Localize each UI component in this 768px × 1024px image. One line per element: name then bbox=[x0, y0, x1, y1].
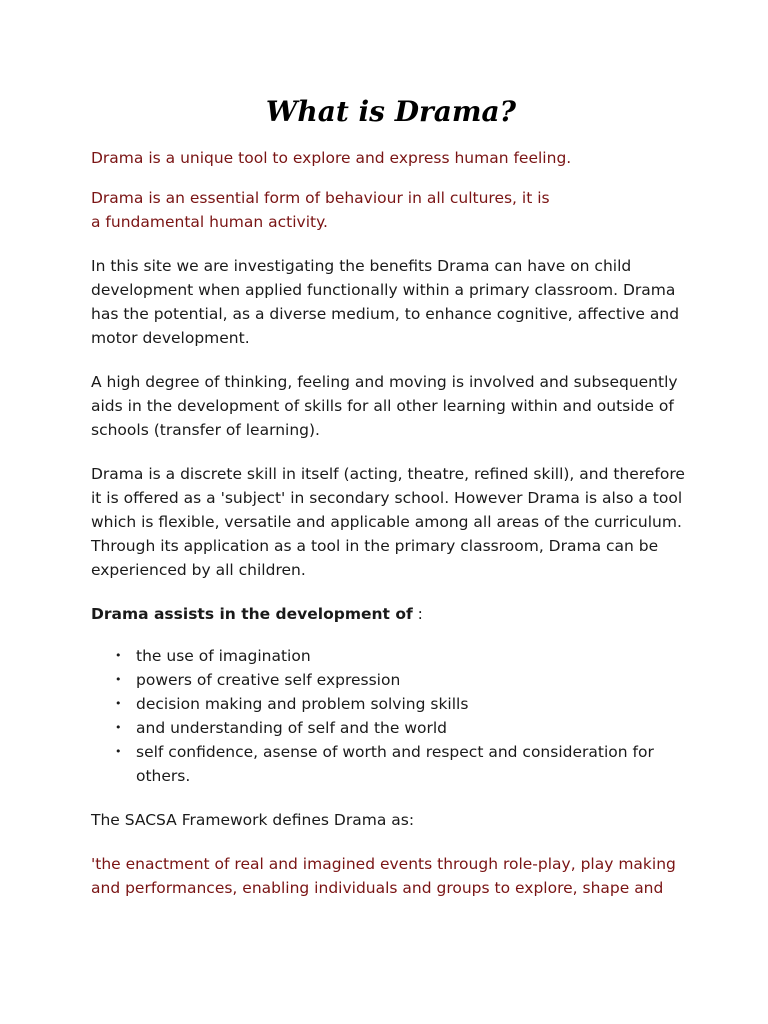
intro-paragraph-2-line-1: Drama is an essential form of behaviour in all cultures, it is bbox=[91, 189, 550, 207]
intro-paragraph-2 bbox=[91, 186, 691, 234]
assists-heading bbox=[91, 602, 691, 626]
sacsa-intro: The SACSA Framework defines Drama as: bbox=[91, 811, 415, 829]
development-list bbox=[91, 644, 691, 788]
page-title: What is Drama? bbox=[265, 95, 517, 128]
intro-paragraph-2-line-2: a fundamental human activity. bbox=[91, 213, 328, 231]
list-item: • powers of creative self expression bbox=[136, 668, 691, 692]
list-item: • decision making and problem solving skills bbox=[136, 692, 691, 716]
sacsa-quote: 'the enactment of real and imagined events through role-play, play making and performances, enabling individuals and groups to explore, shape and bbox=[91, 855, 676, 897]
body-paragraph-discrete-skill: Drama is a discrete skill in itself (acting, theatre, refined skill), and therefore it is offered as a 'subject' in secondary school. However Drama is also a tool which is flexible, versatile and applicable among all areas of the curriculum. Through its application as a tool in the primary classroom, Drama can be experienced by all children. bbox=[91, 465, 685, 579]
intro-paragraph-1: Drama is a unique tool to explore and express human feeling. bbox=[91, 149, 572, 167]
body-paragraph-thinking: A high degree of thinking, feeling and moving is involved and subsequently aids in the development of skills for all other learning within and outside of schools (transfer of learning). bbox=[91, 373, 678, 439]
document-page bbox=[91, 92, 691, 900]
assists-heading-colon: : bbox=[412, 605, 423, 623]
assists-heading-text: Drama assists in the development of bbox=[91, 605, 413, 623]
list-item: • the use of imagination bbox=[136, 644, 691, 668]
body-paragraph-site: In this site we are investigating the benefits Drama can have on child development when applied functionally within a primary classroom. Drama has the potential, as a diverse medium, to enhance cognitive, affective and motor development. bbox=[91, 257, 680, 347]
list-item: • self confidence, asense of worth and respect and consideration for others. bbox=[136, 740, 691, 788]
list-item: • and understanding of self and the world bbox=[136, 716, 691, 740]
